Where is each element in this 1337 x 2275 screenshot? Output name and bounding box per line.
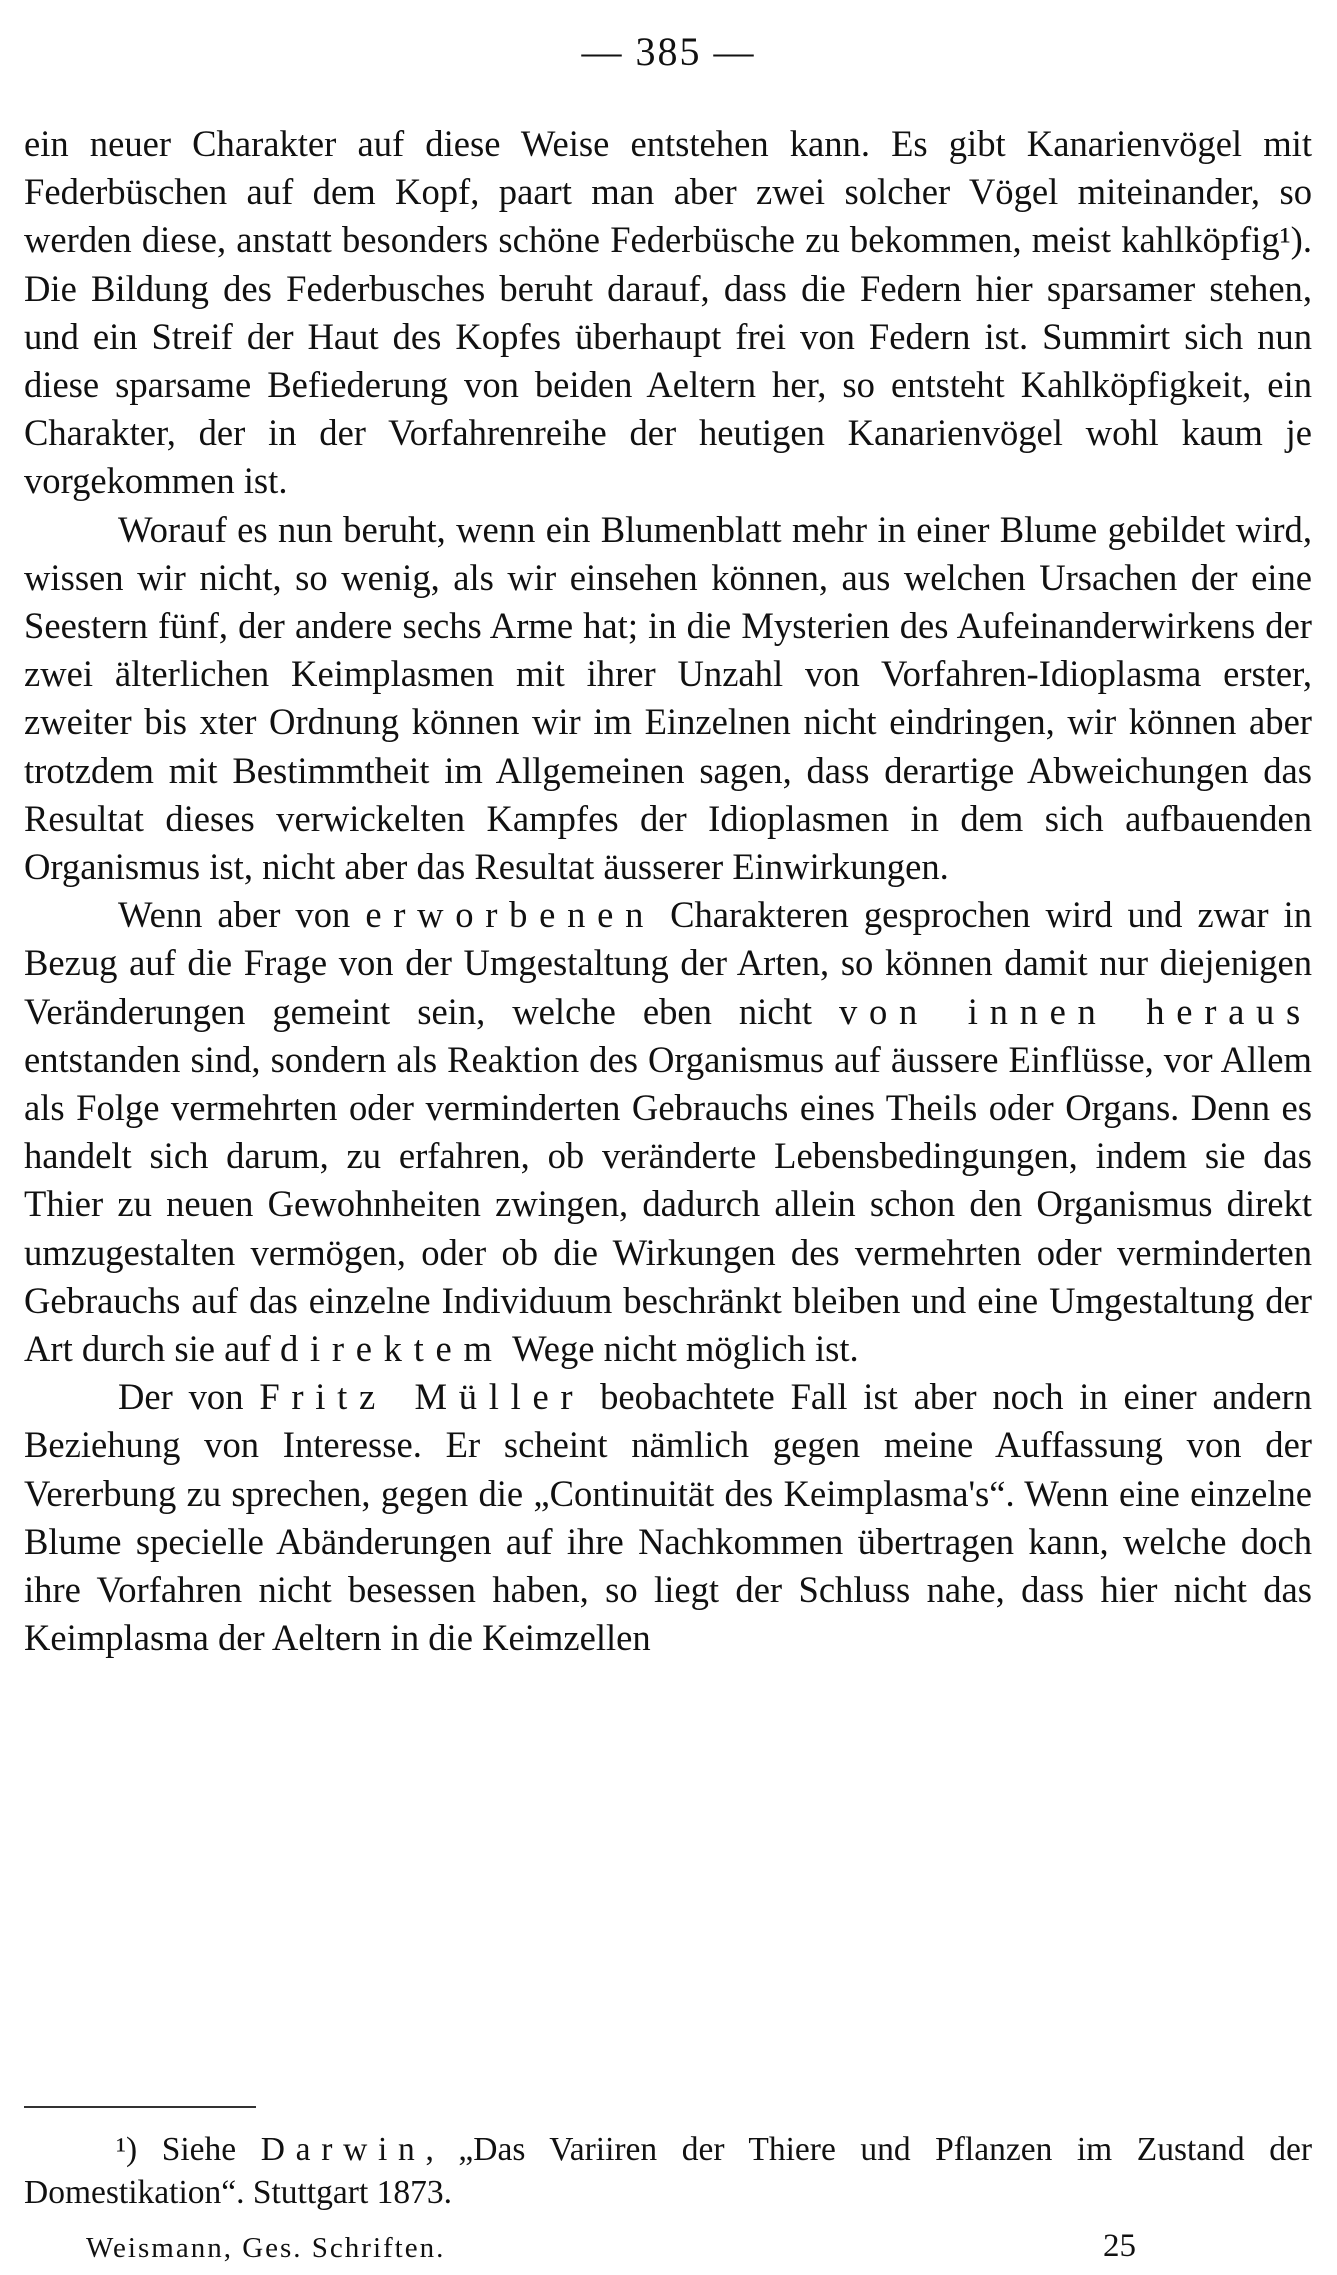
footnote-separator bbox=[24, 2106, 256, 2108]
spaced-emphasis-von-innen-heraus: von innen heraus bbox=[839, 990, 1312, 1032]
paragraph-3-text-4: Wege nicht möglich ist. bbox=[503, 1328, 859, 1370]
paragraph-4-text-2: beobachtete Fall ist aber noch in einer andern Beziehung von Interesse. Er scheint nämlich gegen meine Auffassung von der Vererbung zu sprechen, gegen die „Continuität des Keimplasma's“. Wenn eine einzelne Blume specielle Abänderungen auf ihre Nachkommen übertragen kann, welche doch ihre Vorfahren nicht besessen haben, so liegt der Schluss nahe, dass hier nicht das Keimplasma der Aeltern in die Keimzellen bbox=[24, 1376, 1312, 1659]
paragraph-2: Worauf es nun beruht, wenn ein Blumenblatt mehr in einer Blume gebildet wird, wissen wir nicht, so wenig, als wir einsehen können, aus welchen Ursachen der eine Seestern fünf, der andere sechs Arme hat; in die Mysterien des Aufeinanderwirkens der zwei älterlichen Keimplasmen mit ihrer Unzahl von Vorfahren-Idioplasma erster, zweiter bis xter Ordnung können wir im Einzelnen nicht eindringen, wir können aber trotzdem mit Bestimmtheit im Allgemeinen sagen, dass derartige Abweichungen das Resultat dieses verwickelten Kampfes der Idioplasmen in dem sich aufbauenden Organismus ist, nicht aber das Resultat äusserer Einwirkungen. bbox=[24, 508, 1312, 888]
spaced-emphasis-direktem: direktem bbox=[279, 1328, 504, 1370]
spaced-emphasis-fritz-mueller: Fritz Müller bbox=[259, 1376, 585, 1418]
paragraph-1: ein neuer Charakter auf diese Weise entstehen kann. Es gibt Kanarienvögel mit Federbüschen auf dem Kopf, paart man aber zwei solcher Vögel miteinander, so werden diese, anstatt besonders schöne Federbüsche zu bekommen, meist kahlköpfig¹). Die Bildung des Federbusches beruht darauf, dass die Federn hier sparsamer stehen, und ein Streif der Haut des Kopfes überhaupt frei von Federn ist. Summirt sich nun diese sparsame Befiederung von beiden Aeltern her, so entsteht Kahlköpfigkeit, ein Charakter, der in der Vorfahrenreihe der heutigen Kanarienvögel wohl kaum je vorgekommen ist. bbox=[24, 123, 1312, 502]
spaced-emphasis-darwin: Darwin bbox=[260, 2131, 426, 2168]
paragraph-4-text-1: Der von bbox=[118, 1376, 260, 1418]
paragraph-3-text-2: Charakteren gesprochen wird und zwar in Bezug auf die Frage von der Umgestaltung der Arten, so können damit nur diejenigen Veränderungen gemeint sein, welche eben nicht bbox=[24, 894, 1312, 1032]
page-number: — 385 — bbox=[581, 29, 756, 74]
body-text bbox=[24, 120, 1312, 1663]
footer-signature: 25 bbox=[1103, 2228, 1136, 2264]
paragraph-4 bbox=[24, 1373, 1312, 1662]
footnote bbox=[24, 2128, 1312, 2214]
paragraph-3 bbox=[24, 891, 1312, 1373]
footnote-text-2: , „Das Variiren der Thiere und Pflanzen im Zustand der Domestikation“. Stuttgart 1873. bbox=[24, 2131, 1312, 2211]
spaced-emphasis-erworbenen: erworbenen bbox=[365, 894, 656, 936]
footnote-text-1: ¹) Siehe bbox=[116, 2131, 261, 2168]
paragraph-3-text-1: Wenn aber von bbox=[118, 894, 366, 936]
paragraph-3-text-3: entstanden sind, sondern als Reaktion des Organismus auf äussere Einflüsse, vor Allem als Folge vermehrten oder verminderten Gebrauchs eines Theils oder Organs. Denn es handelt sich darum, zu erfahren, ob veränderte Lebensbedingungen, indem sie das Thier zu neuen Gewohnheiten zwingen, dadurch allein schon den Organismus direkt umzugestalten vermögen, oder ob die Wirkungen des vermehrten oder verminderten Gebrauchs auf das einzelne Individuum beschränkt bleiben und eine Umgestaltung der Art durch sie auf bbox=[24, 1038, 1312, 1370]
footer-author: Weismann, Ges. Schriften. bbox=[86, 2232, 446, 2264]
